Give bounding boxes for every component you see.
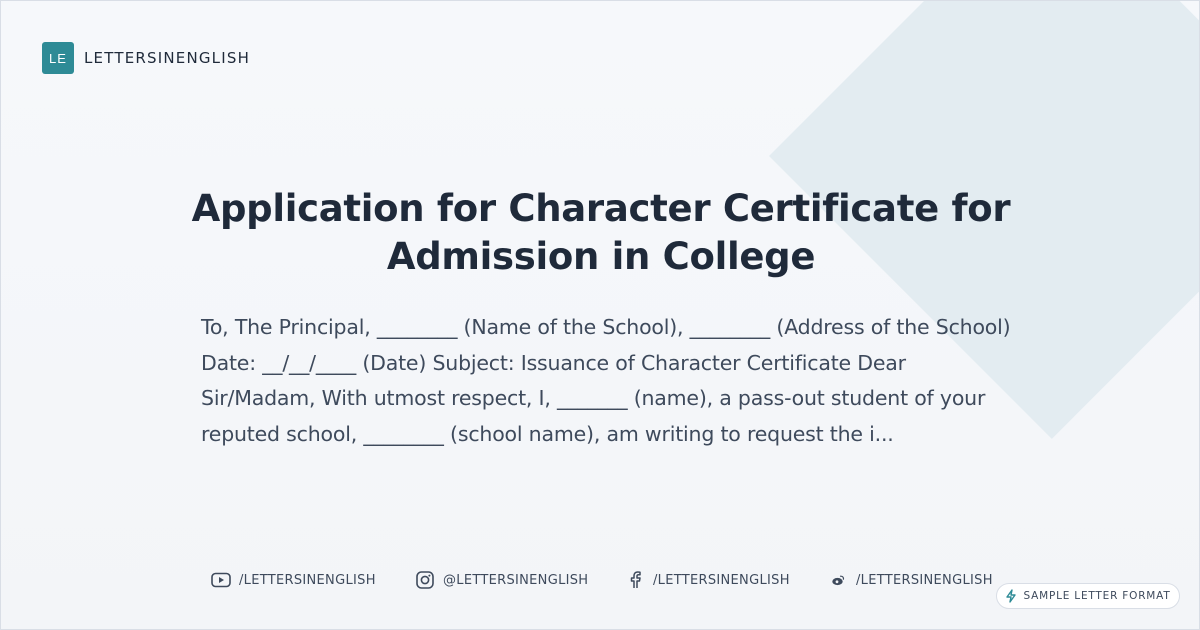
social-facebook[interactable] — [625, 569, 790, 591]
bolt-icon — [1005, 589, 1017, 603]
social-handle: @LETTERSINENGLISH — [443, 572, 589, 588]
title-line-1: Application for Character Certificate for — [191, 187, 1011, 230]
letter-excerpt: To, The Principal, ________ (Name of the School), ________ (Address of the School) Date: __/__/____ (Date) Subject: Issuance of Character Certificate Dear Sir/Madam, With utmost respect, I, _______ (name), a pass-out student of your reputed school, ________ (school name), am writing to request the i... — [201, 315, 1011, 446]
social-handle: /LETTERSINENGLISH — [653, 572, 790, 588]
brand[interactable] — [42, 42, 250, 74]
social-handle: /LETTERSINENGLISH — [856, 572, 993, 588]
youtube-icon — [211, 570, 231, 590]
sample-letter-badge[interactable] — [996, 583, 1180, 609]
facebook-icon — [625, 570, 645, 590]
brand-logo: LE — [42, 42, 74, 74]
weibo-icon — [828, 570, 848, 590]
social-instagram[interactable] — [415, 569, 588, 591]
title-line-2: Admission in College — [386, 235, 816, 278]
social-handle: /LETTERSINENGLISH — [239, 572, 376, 588]
page-title — [151, 185, 1051, 281]
brand-name: LETTERSINENGLISH — [84, 49, 251, 67]
social-weibo[interactable] — [828, 569, 993, 591]
badge-label: SAMPLE LETTER FORMAT — [1023, 590, 1171, 602]
instagram-icon — [415, 570, 435, 590]
social-youtube[interactable] — [211, 569, 376, 591]
